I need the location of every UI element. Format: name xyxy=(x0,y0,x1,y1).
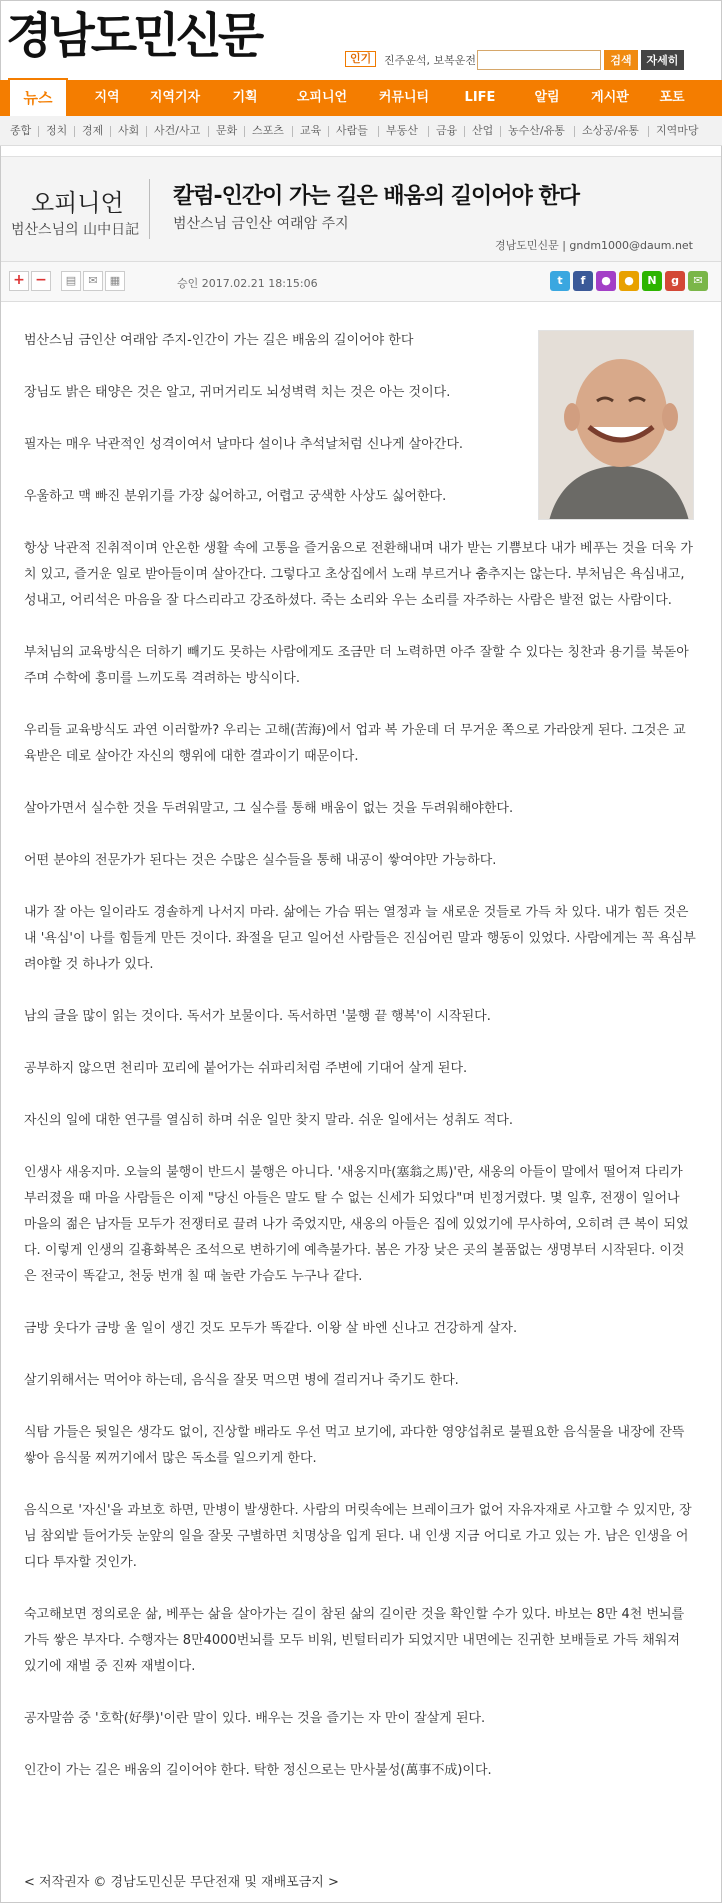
subnav-item-localplaza[interactable]: 지역마당 xyxy=(656,124,699,137)
subnav-item-politics[interactable]: 정치 xyxy=(46,124,68,137)
paragraph: 남의 글을 많이 읽는 것이다. 독서가 보물이다. 독서하면 '불행 끝 행복'이 시작된다. xyxy=(24,1009,491,1024)
section-title: 오피니언 xyxy=(31,189,124,217)
subnav-item-general[interactable]: 종합 xyxy=(10,124,32,137)
article-body xyxy=(24,328,696,1810)
paragraph: 내가 잘 아는 일이라도 경솔하게 나서지 마라. 삶에는 가슴 뛰는 열정과 늘 새로운 것들로 가득 차 있다. 내가 힘든 것은 내 '욕심'이 나를 힘들게 만든 것이다. 좌절을 딛고 일어선 사람들은 진심어린 말과 행동이 있었다. 사람에게는 꼭 욕심부려야할 것 하나가 있다. xyxy=(24,905,696,972)
subnav-item-agri[interactable]: 농수산/유통 xyxy=(508,124,565,137)
paragraph: 살기위해서는 먹어야 하는데, 음식을 잘못 먹으면 병에 걸리거나 죽기도 한다. xyxy=(24,1373,459,1388)
subnav-item-incidents[interactable]: 사건/사고 xyxy=(154,124,201,137)
nav-item-notice[interactable]: 알림 xyxy=(534,90,560,105)
search-input[interactable] xyxy=(477,50,601,70)
nav-item-community[interactable]: 커뮤니티 xyxy=(378,90,430,105)
subnav-item-industry[interactable]: 산업 xyxy=(472,124,494,137)
paragraph: 인생사 새옹지마. 오늘의 불행이 반드시 불행은 아니다. '새옹지마(塞翁之馬)'란, 새옹의 아들이 말에서 떨어져 다리가 부러졌을 때 마을 사람들은 이제 "당신 아들은 말도 탈 수 없는 신세가 되었다"며 빈정거렸다. 몇 일후, 전쟁이 일어나 마을의 젊은 남자들 모두가 전쟁터로 끌려 나가 죽었지만, 새옹의 아들은 집에 있었기에 무사하여, 오히려 큰 복이 되었다. 이렇게 인생의 길흉화복은 조석으로 변하기에 예측불가다. 봄은 가장 낮은 곳의 볼품없는 생명부터 시작된다. 이것은 전국이 똑같고, 천둥 번개 칠 때 놀란 가슴도 누구나 같다. xyxy=(24,1165,689,1284)
divider xyxy=(149,179,150,239)
sub-nav xyxy=(0,116,722,146)
naver-share-icon[interactable]: N xyxy=(642,271,662,291)
paragraph: 장님도 밝은 태양은 것은 알고, 귀머거리도 뇌성벽력 치는 것은 아는 것이다. xyxy=(24,385,451,400)
font-increase-button[interactable]: + xyxy=(9,271,29,291)
paragraph: 어떤 분야의 전문가가 된다는 것은 수많은 실수들을 통해 내공이 쌓여야만 가능하다. xyxy=(24,853,497,868)
paragraph: 자신의 일에 대한 연구를 열심히 하며 쉬운 일만 찾지 말라. 쉬운 일에서는 성취도 적다. xyxy=(24,1113,513,1128)
subnav-item-society[interactable]: 사회 xyxy=(118,124,140,137)
subnav-item-culture[interactable]: 문화 xyxy=(216,124,238,137)
paragraph: 부처님의 교육방식은 더하기 빼기도 못하는 사람에게도 조금만 더 노력하면 아주 잘할 수 있다는 칭찬과 용기를 북돋아주며 수학에 흥미를 느끼도록 격려하는 방식이다. xyxy=(24,645,689,686)
paragraph: 금방 웃다가 금방 울 일이 생긴 것도 모두가 똑같다. 이왕 살 바엔 신나고 건강하게 살자. xyxy=(24,1321,518,1336)
kakaostory-share-icon[interactable]: ● xyxy=(596,271,616,291)
search-button[interactable]: 검색 xyxy=(604,50,638,70)
site-logo[interactable]: 경남도민신문 xyxy=(6,8,261,64)
paragraph: 식탐 가들은 뒷일은 생각도 없이, 진상할 배라도 우선 먹고 보기에, 과다한 영양섭취로 불필요한 음식물을 내장에 잔뜩 쌓아 음식물 찌꺼기에서 많은 독소를 일으키게 한다. xyxy=(24,1425,685,1466)
scrap-icon[interactable]: ▦ xyxy=(105,271,125,291)
paragraph: 살아가면서 실수한 것을 두려워말고, 그 실수를 통해 배움이 없는 것을 두려워해야한다. xyxy=(24,801,514,816)
nav-item-region-reporter[interactable]: 지역기자 xyxy=(149,90,201,105)
paragraph: 우울하고 맥 빠진 분위기를 가장 싫어하고, 어렵고 궁색한 사상도 싫어한다. xyxy=(24,489,447,504)
googleplus-share-icon[interactable]: g xyxy=(665,271,685,291)
nav-item-region[interactable]: 지역 xyxy=(94,90,120,105)
font-decrease-button[interactable]: − xyxy=(31,271,51,291)
detail-search-button[interactable]: 자세히 xyxy=(641,50,684,70)
subnav-item-sports[interactable]: 스포츠 xyxy=(252,124,284,137)
band-share-icon[interactable]: ● xyxy=(619,271,639,291)
paragraph: 범산스님 금인산 여래암 주지-인간이 가는 길은 배움의 길이어야 한다 xyxy=(24,333,414,348)
popular-keywords[interactable]: 진주운석, 보복운전 xyxy=(384,54,477,67)
paragraph: 항상 낙관적 진취적이며 안온한 생활 속에 고통을 즐거움으로 전환해내며 내가 받는 기쁨보다 내가 베푸는 것을 더욱 가치 있고, 즐거운 일로 받아들이며 살아간다. 그렇다고 초상집에서 노래 부르거나 춤추지는 않는다. 부처님은 욕심내고, 성내고, 어리석은 마음을 잘 다스리라고 강조하셨다. 죽는 소리와 우는 소리를 자주하는 사람은 발전 없는 사람이다. xyxy=(24,541,693,608)
approval-time: 승인 2017.02.21 18:15:06 xyxy=(177,277,318,290)
paragraph: 음식으로 '자신'을 과보호 하면, 만병이 발생한다. 사람의 머릿속에는 브레이크가 없어 자유자재로 사고할 수 있지만, 장님 참외밭 들어가듯 눈앞의 일을 잘못 구별하면 치명상을 입게 된다. 내 인생 지금 어디로 가고 있는 가. 남은 인생을 어디다 투자할 것인가. xyxy=(24,1503,692,1570)
article-subtitle: 범산스님 금인산 여래암 주지 xyxy=(173,216,349,232)
nav-item-news[interactable]: 뉴스 xyxy=(8,78,68,116)
nav-item-photo[interactable]: 포토 xyxy=(659,90,685,105)
email-icon[interactable]: ✉ xyxy=(83,271,103,291)
article-title: 칼럼-인간이 가는 길은 배움의 길이어야 한다 xyxy=(173,184,579,209)
subnav-item-people[interactable]: 사람들 xyxy=(336,124,368,137)
byline: 경남도민신문 | gndm1000@daum.net xyxy=(494,239,693,252)
subnav-item-smallbiz[interactable]: 소상공/유통 xyxy=(582,124,639,137)
masthead xyxy=(0,0,722,80)
main-nav xyxy=(0,80,722,116)
paragraph: 공부하지 않으면 천리마 꼬리에 붙어가는 쉬파리처럼 주변에 기대어 살게 된다. xyxy=(24,1061,468,1076)
print-icon[interactable]: ▤ xyxy=(61,271,81,291)
paragraph: 우리들 교육방식도 과연 이러할까? 우리는 고해(苦海)에서 업과 복 가운데 더 무거운 쪽으로 가라앉게 된다. 그것은 교육받은 데로 살아간 자신의 행위에 대한 결과이기 때문이다. xyxy=(24,723,686,764)
article-toolbar xyxy=(1,262,721,302)
paragraph: 공자말씀 중 '호학(好學)'이란 말이 있다. 배우는 것을 즐기는 자 만이 잘살게 된다. xyxy=(24,1711,486,1726)
article-header xyxy=(1,156,721,262)
paragraph: 인간이 가는 길은 배움의 길이어야 한다. 탁한 정신으로는 만사불성(萬事不成)이다. xyxy=(24,1763,492,1778)
copyright-notice: < 저작권자 © 경남도민신문 무단전재 및 재배포금지 > xyxy=(24,1875,339,1890)
subnav-item-economy[interactable]: 경제 xyxy=(82,124,104,137)
paragraph: 숙고해보면 정의로운 삶, 베푸는 삶을 살아가는 길이 참된 삶의 길이란 것을 확인할 수가 있다. 바보는 8만 4천 번뇌를 가득 쌓은 부자다. 수행자는 8만4000번뇌를 모두 비워, 빈털터리가 되었지만 내면에는 진귀한 보배들로 가득 채워져 있기에 재벌 중 진짜 재벌이다. xyxy=(24,1607,685,1674)
popular-badge: 인기 xyxy=(345,51,376,67)
twitter-share-icon[interactable]: t xyxy=(550,271,570,291)
nav-item-board[interactable]: 게시판 xyxy=(591,90,629,105)
subnav-item-realestate[interactable]: 부동산 xyxy=(386,124,418,137)
subnav-item-finance[interactable]: 금융 xyxy=(436,124,458,137)
facebook-share-icon[interactable]: f xyxy=(573,271,593,291)
nav-item-opinion[interactable]: 오피니언 xyxy=(296,90,348,105)
paragraph: 필자는 매우 낙관적인 성격이여서 날마다 설이나 추석날처럼 신나게 살아간다. xyxy=(24,437,464,452)
nav-item-feature[interactable]: 기획 xyxy=(232,90,258,105)
column-name: 범산스님의 山中日記 xyxy=(11,222,140,238)
nav-item-life[interactable]: LIFE xyxy=(464,90,496,105)
subnav-item-education[interactable]: 교육 xyxy=(300,124,322,137)
mail-share-icon[interactable]: ✉ xyxy=(688,271,708,291)
